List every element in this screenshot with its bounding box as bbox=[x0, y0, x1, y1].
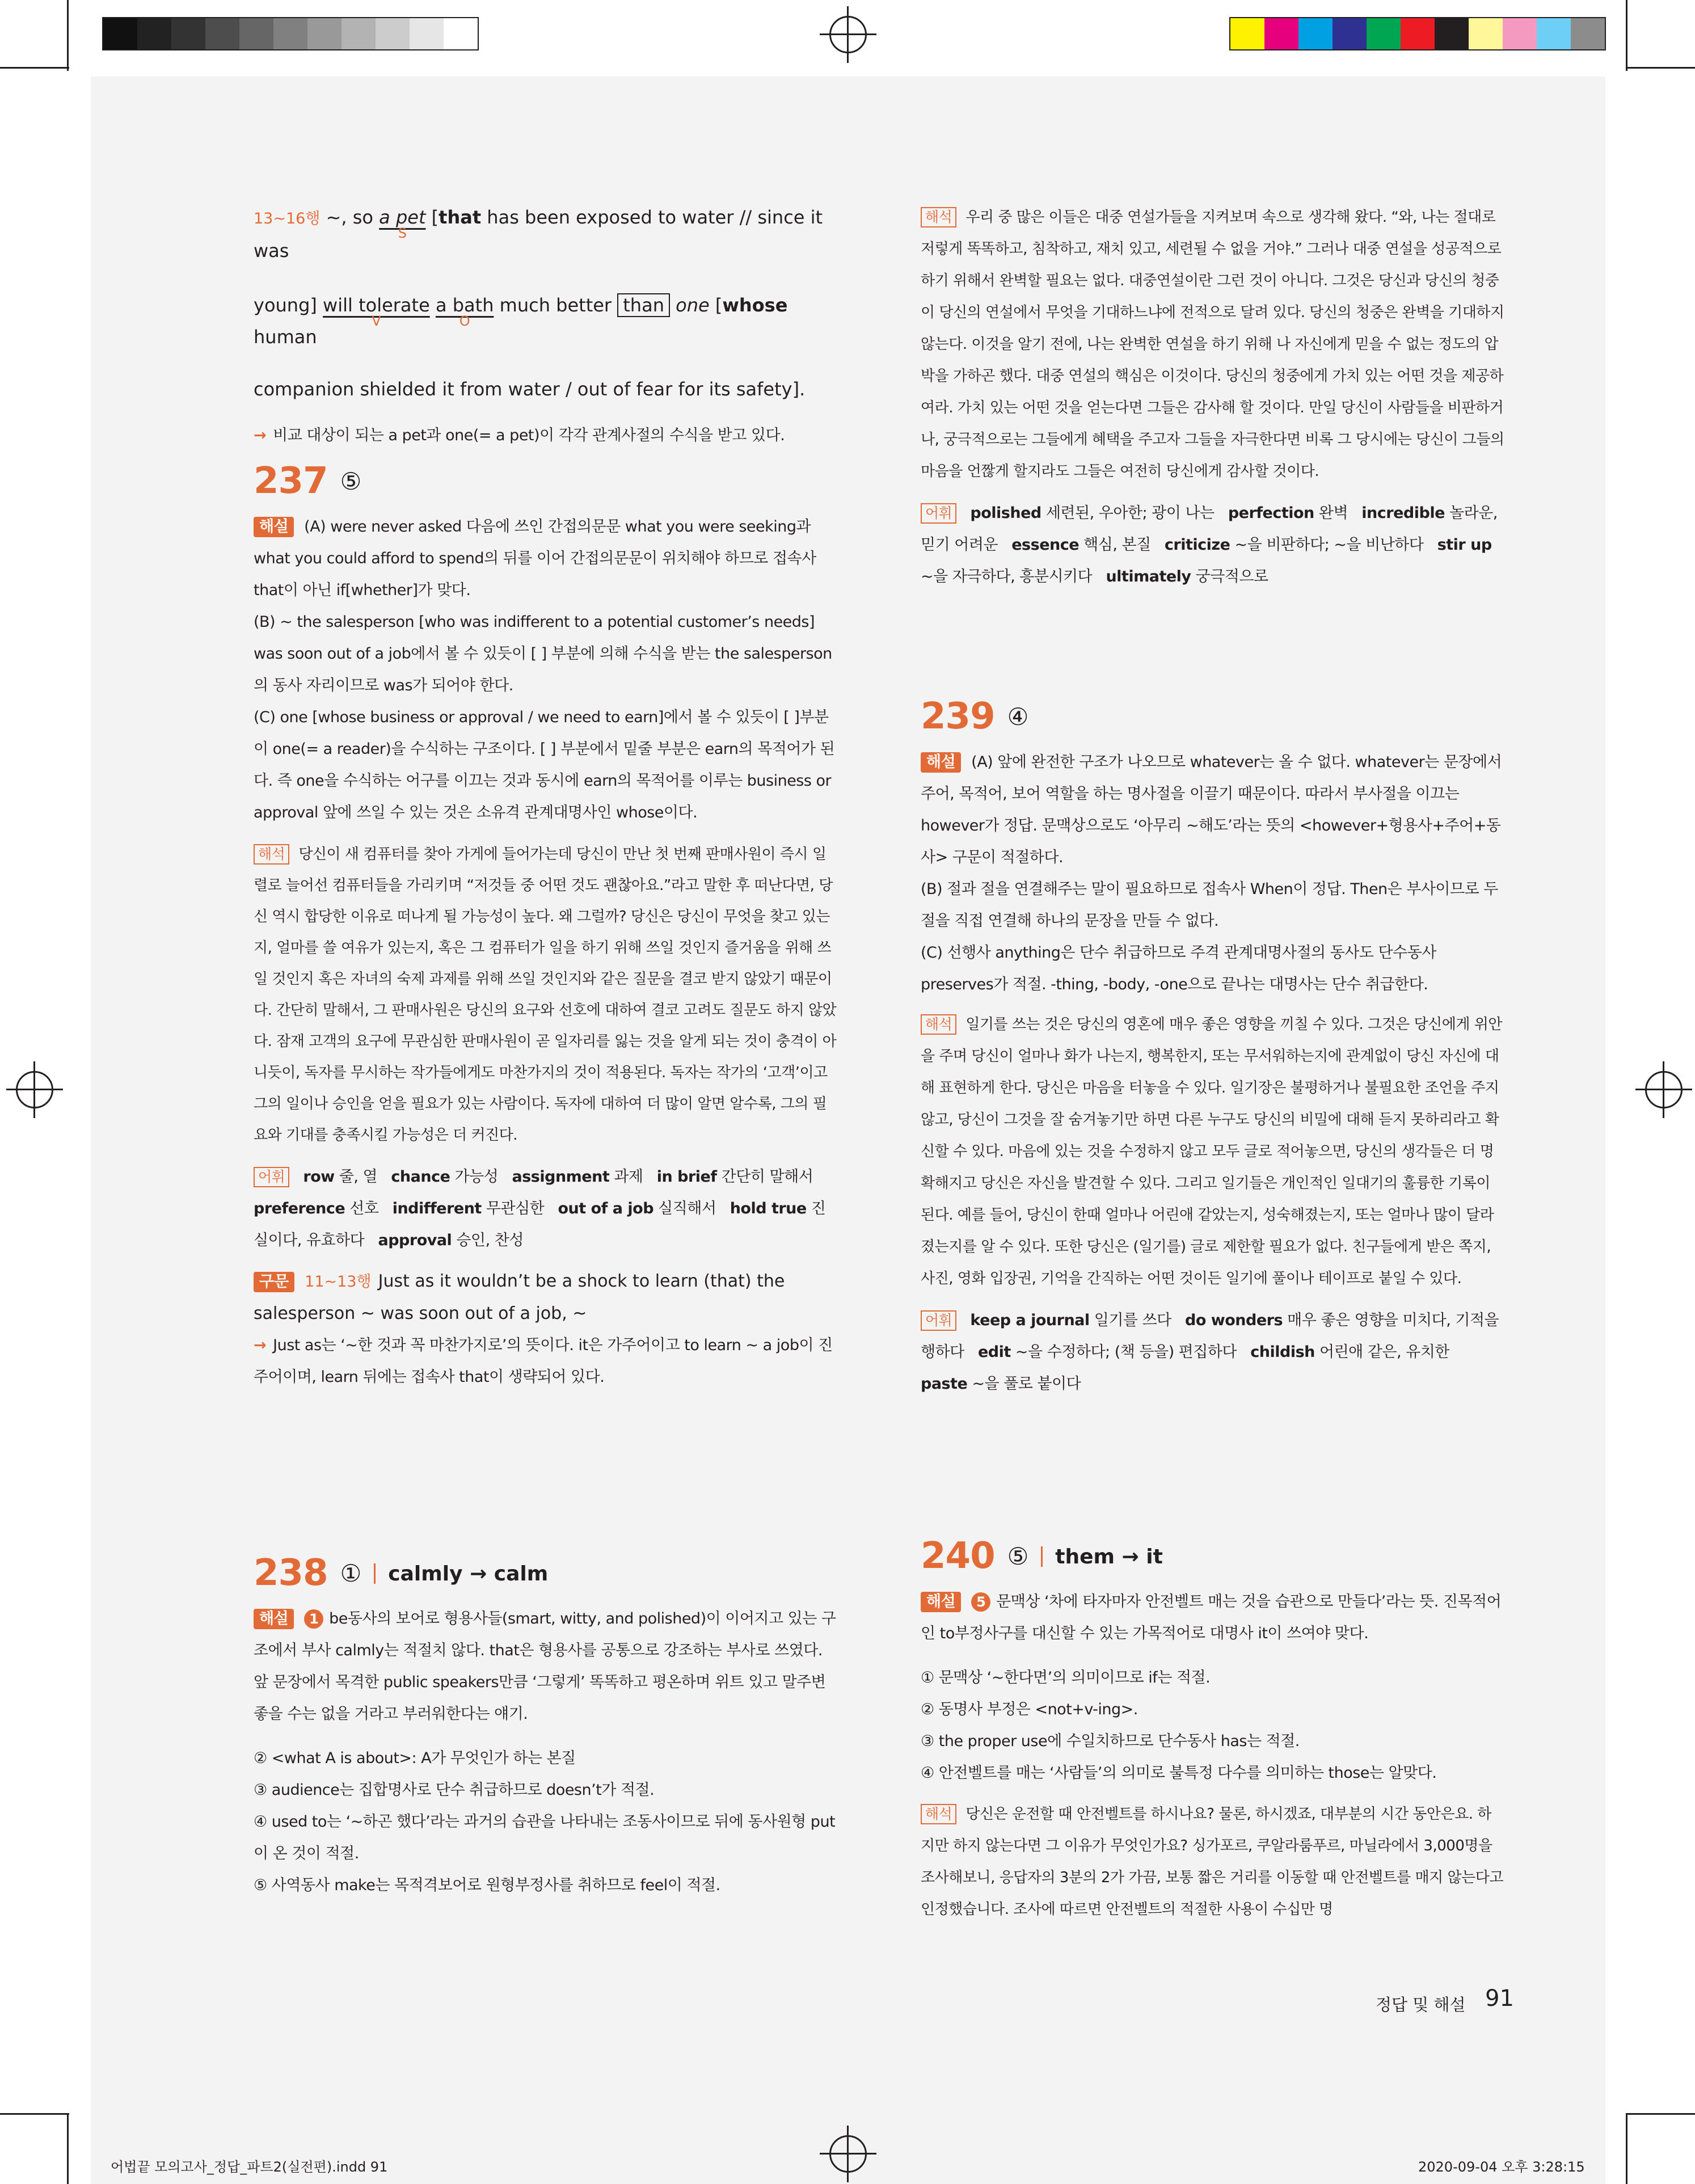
registration-mark-icon bbox=[829, 16, 867, 53]
explanation-text: (A) were never asked 다음에 쓰인 간접의문문 what you were seeking과 what you could afford to spend의 뒤를 이어 간접의문문이 위치해야 하므로 접속사 that이 아닌 if[whether]가 맞다. bbox=[254, 518, 816, 599]
vocab-meaning: 궁극적으로 bbox=[1195, 568, 1268, 585]
correction-text: them → it bbox=[1055, 1545, 1163, 1569]
choice-note: ① 문맥상 ‘~한다면’의 의미이므로 if는 적절. bbox=[921, 1669, 1211, 1687]
registration-mark-icon bbox=[16, 1071, 53, 1108]
crop-mark bbox=[1626, 2113, 1627, 2184]
vocab-meaning: 진실이다, 유효하다 bbox=[254, 1200, 826, 1249]
crop-mark bbox=[0, 2113, 69, 2115]
vocab-meaning: 놀라운, 믿기 어려운 bbox=[921, 504, 1498, 554]
vocab-word: row bbox=[303, 1168, 335, 1186]
vocab-meaning: 선호 bbox=[349, 1200, 379, 1217]
structure-note: Just as는 ‘~한 것과 꼭 마찬가지로’의 뜻이다. it은 가주어이고 to learn ~ a job이 진주어이며, learn 뒤에는 접속사 that이 생략되어 있다. bbox=[254, 1336, 833, 1386]
sentence-text: much better bbox=[494, 294, 618, 316]
vocab-word: perfection bbox=[1228, 504, 1314, 522]
vocab-word: indifferent bbox=[392, 1200, 482, 1217]
explanation-text: (C) one [whose business or approval / we need to earn]에서 볼 수 있듯이 [ ]부분이 one(= a reader)을 수식하는 구조이다. [ ] 부분에서 밑줄 부분은 earn의 목적어가 된다. 즉 one을 수식하는 어구를 이끄는 것과 동시에 earn의 목적어를 이루는 business or approval 앞에 쓰일 수 있는 것은 소유격 관계대명사인 whose이다. bbox=[254, 709, 835, 821]
vocab-meaning: 가능성 bbox=[454, 1168, 499, 1186]
vocab-meaning: 세련된, 우아한; 광이 나는 bbox=[1045, 504, 1215, 522]
vocab-tag: 어휘 bbox=[921, 1310, 956, 1331]
correction-text: calmly → calm bbox=[388, 1562, 549, 1586]
explanation-text: be동사의 보어로 형용사들(smart, witty, and polished)이 이어지고 있는 구조에서 부사 calmly는 적절치 않다. that은 형용사를 공통으로 강조하는 부사로 쓰였다. 앞 문장에서 목격한 public speakers만큼 ‘그렇게’ 똑똑하고 평온하며 위트 있고 말주변 좋을 수는 없을 거라고 부러워한다는 얘기. bbox=[254, 1610, 836, 1723]
line-reference: 13~16행 bbox=[254, 210, 321, 227]
choice-note: ③ the proper use에 수일치하므로 단수동사 has는 적절. bbox=[921, 1732, 1300, 1750]
vocab-word: stir up bbox=[1437, 536, 1492, 554]
grammar-note-text: 비교 대상이 되는 a pet과 one(= a pet)이 각각 관계사절의 수식을 받고 있다. bbox=[273, 427, 785, 444]
print-slug-file: 어법끝 모의고사_정답_파트2(실전편).indd 91 bbox=[111, 2159, 388, 2175]
explain-tag: 해설 bbox=[254, 517, 294, 537]
question-number: 237 bbox=[254, 460, 328, 502]
sentence-text: a pet bbox=[379, 206, 426, 228]
vocab-list bbox=[921, 1305, 1505, 1400]
vocab-word: assignment bbox=[512, 1168, 610, 1186]
question-header bbox=[921, 695, 1505, 739]
sentence-text bbox=[670, 294, 676, 316]
vocab-word: keep a journal bbox=[970, 1312, 1090, 1329]
vocab-meaning: 완벽 bbox=[1318, 504, 1348, 522]
vocab-meaning: 어린애 같은, 유치한 bbox=[1319, 1343, 1449, 1361]
vocab-meaning: ~을 비판하다; ~을 비난하다 bbox=[1234, 536, 1424, 554]
vocab-word: polished bbox=[970, 504, 1042, 522]
answer-mark: ⑤ bbox=[1007, 1542, 1029, 1570]
answer-mark: ① bbox=[340, 1559, 362, 1587]
answer-mark: ⑤ bbox=[340, 467, 362, 495]
explanation-text: (B) ~ the salesperson [who was indifferent to a potential customer’s needs] was soon out of a job에서 볼 수 있듯이 [ ] 부분에 의해 수식을 받는 the salesperson의 동사 자리이므로 was가 되어야 한다. bbox=[254, 613, 832, 694]
vocab-meaning: 매우 좋은 영향을 미치다, 기적을 행하다 bbox=[921, 1312, 1499, 1361]
sentence-text: companion shielded it from water / out of fear for its safety]. bbox=[254, 378, 806, 400]
explain-tag: 해설 bbox=[921, 752, 961, 773]
sentence-text: one bbox=[676, 294, 710, 316]
vocab-word: in brief bbox=[656, 1168, 717, 1186]
vocab-word: childish bbox=[1250, 1343, 1315, 1361]
crop-mark bbox=[0, 67, 69, 69]
crop-mark bbox=[67, 2113, 69, 2184]
object-label: O bbox=[459, 313, 470, 329]
vocab-word: paste bbox=[921, 1375, 968, 1393]
print-slug-date: 2020-09-04 오후 3:28:15 bbox=[1418, 2159, 1585, 2175]
sentence-text: [ bbox=[425, 206, 439, 228]
structure-sentence: Just as it wouldn’t be a shock to learn (that) the salesperson ~ was soon out of a job, ~ bbox=[254, 1271, 785, 1323]
question-240 bbox=[921, 1535, 1505, 1925]
choice-note: ③ audience는 집합명사로 단수 취급하므로 doesn’t가 적절. bbox=[254, 1781, 655, 1799]
vocab-word: essence bbox=[1011, 536, 1080, 554]
sentence-text: whose bbox=[722, 294, 788, 316]
vocab-word: out of a job bbox=[558, 1200, 654, 1217]
choice-note: ② 동명사 부정은 <not+v-ing>. bbox=[921, 1701, 1138, 1718]
vocab-word: hold true bbox=[730, 1200, 807, 1217]
sentence-text: that bbox=[438, 206, 482, 228]
question-238-continued bbox=[921, 201, 1505, 593]
choice-note: ② <what A is about>: A가 무엇인가 하는 본질 bbox=[254, 1749, 576, 1767]
vocab-list bbox=[254, 1161, 838, 1257]
object-marker bbox=[435, 289, 494, 329]
choice-note: ④ 안전벨트를 매는 ‘사람들’의 의미로 불특정 다수를 의미하는 those는 알맞다. bbox=[921, 1764, 1437, 1782]
vocab-word: preference bbox=[254, 1200, 345, 1217]
explanation-text: 문맥상 ‘차에 타자마자 안전벨트 매는 것을 습관으로 만들다’라는 뜻. 진목적어인 to부정사구를 대신할 수 있는 가목적어로 대명사 it이 쓰여야 맞다. bbox=[921, 1593, 1502, 1642]
crop-mark bbox=[1626, 67, 1695, 69]
question-number: 240 bbox=[921, 1535, 995, 1577]
question-237 bbox=[254, 460, 838, 1393]
subject-marker bbox=[379, 201, 426, 241]
vocab-word: approval bbox=[378, 1232, 452, 1249]
choice-note: ④ used to는 ‘~하곤 했다’라는 과거의 습관을 나타내는 조동사이므로 뒤에 동사원형 put이 온 것이 적절. bbox=[254, 1813, 836, 1862]
registration-mark-icon bbox=[829, 2135, 867, 2173]
translation-text: 당신이 새 컴퓨터를 찾아 가게에 들어가는데 당신이 만난 첫 번째 판매사원이 즉시 일렬로 늘어선 컴퓨터들을 가리키며 “저것들 중 어떤 것도 괜찮아요.”라고 말한 후 떠난다면, 당신 역시 합당한 이유로 떠나게 될 가능성이 높다. 왜 그럴까? 당신은 당신이 무엇을 찾고 있는지, 얼마를 쓸 여유가 있는지, 혹은 그 컴퓨터가 일을 하기 위해 쓰일 것인지 즐거움을 위해 쓰일 것인지 혹은 자녀의 숙제 과제를 위해 쓰일 것인지와 같은 질문을 결코 받지 않았기 때문이다. 간단히 말해서, 그 판매사원은 당신의 요구와 선호에 대하여 결코 고려도 질문도 하지 않았다. 잠재 고객의 요구에 무관심한 판매사원이 곧 일자리를 잃는 것을 알게 되는 것이 충격이 아니듯이, 독자를 무시하는 작가들에게도 마찬가지의 것이 적용된다. 독자는 작가의 ‘고객’이고 그의 일이나 승인을 얻을 필요가 있는 사람이다. 독자에 대하여 더 많이 알면 알수록, 그의 필요와 기대를 충족시킬 가능성은 더 커진다. bbox=[254, 846, 837, 1144]
vocab-meaning: ~을 수정하다; (책 등을) 편집하다 bbox=[1015, 1343, 1237, 1361]
registration-mark-icon bbox=[1645, 1071, 1683, 1108]
choice-number-badge: 1 bbox=[304, 1609, 323, 1629]
question-number: 239 bbox=[921, 695, 995, 737]
divider bbox=[1041, 1546, 1043, 1567]
explain-tag: 해설 bbox=[921, 1592, 961, 1612]
vocab-meaning: 줄, 열 bbox=[339, 1168, 378, 1186]
translation-text: 당신은 운전할 때 안전벨트를 하시나요? 물론, 하시겠죠, 대부분의 시간 동안은요. 하지만 하지 않는다면 그 이유가 무엇인가요? 싱가포르, 쿠알라룸푸르, 마닐라에서 3,000명을 조사해보니, 응답자의 3분의 2가 가끔, 보통 짧은 거리를 이동할 때 안전벨트를 매지 않는다고 인정했습니다. 조사에 따르면 안전벨트의 적절한 사용이 수십만 명 bbox=[921, 1806, 1503, 1918]
vocab-meaning: 무관심한 bbox=[486, 1200, 545, 1217]
vocab-meaning: 실직해서 bbox=[658, 1200, 716, 1217]
section-label: 정답 및 해설 bbox=[1376, 1995, 1466, 2014]
translation-tag: 해석 bbox=[921, 1804, 956, 1824]
vocab-tag: 어휘 bbox=[921, 503, 956, 524]
verb-marker bbox=[323, 289, 430, 329]
vocab-word: chance bbox=[391, 1168, 450, 1186]
crop-mark bbox=[1626, 2113, 1695, 2115]
vocab-meaning: 간단히 말해서 bbox=[721, 1168, 813, 1186]
line-reference: 11~13행 bbox=[305, 1273, 372, 1291]
sentence-text bbox=[430, 294, 436, 316]
translation-tag: 해석 bbox=[921, 1014, 956, 1035]
comparison-box: than bbox=[617, 293, 670, 317]
explanation-text: (B) 절과 절을 연결해주는 말이 필요하므로 접속사 When이 정답. Then은 부사이므로 두 절을 직접 연결해 하나의 문장을 만들 수 없다. bbox=[921, 880, 1498, 930]
vocab-meaning: ~을 자극하다, 흥분시키다 bbox=[921, 568, 1093, 585]
answer-mark: ④ bbox=[1007, 703, 1029, 731]
vocab-meaning: 과제 bbox=[614, 1168, 643, 1186]
subject-label: S bbox=[398, 225, 407, 241]
sentence-text: young] bbox=[254, 294, 323, 316]
explanation-text: (A) 앞에 완전한 구조가 나오므로 whatever는 올 수 없다. whatever는 문장에서 주어, 목적어, 보어 역할을 하는 명사절을 이끌기 때문이다. 따라서 부사절을 이끄는 however가 정답. 문맥상으로도 ‘아무리 ~해도’라는 뜻의 <however+형용사+주어+동사> 구문이 적절하다. bbox=[921, 753, 1502, 866]
choice-note: ⑤ 사역동사 make는 목적격보어로 원형부정사를 취하므로 feel이 적절. bbox=[254, 1877, 720, 1894]
explanation-text: (C) 선행사 anything은 단수 취급하므로 주격 관계대명사절의 동사도 단수동사 preserves가 적절. -thing, -body, -one으로 끝나는 대명사는 단수 취급한다. bbox=[921, 944, 1436, 993]
page-number: 91 bbox=[1485, 1985, 1514, 2012]
arrow-icon: → bbox=[254, 1336, 267, 1354]
translation-tag: 해석 bbox=[254, 844, 289, 865]
vocab-list bbox=[921, 497, 1505, 593]
vocab-word: edit bbox=[978, 1343, 1011, 1361]
vocab-tag: 어휘 bbox=[254, 1167, 289, 1187]
sentence-text: has been exposed to water // since it was bbox=[254, 206, 823, 262]
sentence-text: a bath bbox=[435, 294, 494, 316]
translation-tag: 해석 bbox=[921, 207, 956, 227]
crop-mark bbox=[67, 0, 69, 71]
vocab-word: incredible bbox=[1361, 504, 1445, 522]
gray-color-bar bbox=[102, 17, 479, 50]
sentence-text: [ bbox=[709, 294, 723, 316]
question-239 bbox=[921, 695, 1505, 1400]
vocab-meaning: 승인, 찬성 bbox=[456, 1232, 524, 1249]
sentence-text: ~, so bbox=[326, 206, 380, 228]
verb-label: V bbox=[372, 313, 381, 329]
question-header bbox=[921, 1535, 1505, 1578]
vocab-meaning: 핵심, 본질 bbox=[1083, 536, 1151, 554]
explain-tag: 해설 bbox=[254, 1609, 294, 1629]
translation-text: 일기를 쓰는 것은 당신의 영혼에 매우 좋은 영향을 끼칠 수 있다. 그것은 당신에게 위안을 주며 당신이 얼마나 화가 나는지, 행복한지, 또는 무서워하는지에 관계없이 당신 자신에 대해 표현하게 한다. 당신은 마음을 터놓을 수 있다. 일기장은 불평하거나 불필요한 조언을 주지 않고, 당신이 그것을 잘 숨겨놓기만 하면 다른 누구도 당신의 비밀에 대해 듣지 못하리라고 확신할 수 있다. 마음에 있는 것을 수정하지 않고 모두 글로 적어놓으면, 당신의 생각들은 더 명확해지고 당신은 자신을 발견할 수 있다. 그리고 일기들은 개인적인 일대기의 훌륭한 기록이 된다. 예를 들어, 당신이 한때 얼마나 어린애 같았는지, 성숙해졌는지, 또는 얼마나 많이 달라졌는지를 알 수 있다. 또한 당신은 (일기를) 글로 제한할 필요가 없다. 친구들에게 받은 쪽지, 사진, 영화 입장권, 기억을 간직하는 어떤 것이든 일기에 풀이나 테이프로 붙일 수 있다. bbox=[921, 1016, 1502, 1287]
vocab-meaning: ~을 풀로 붙이다 bbox=[972, 1375, 1081, 1393]
question-header bbox=[254, 460, 838, 503]
arrow-icon: → bbox=[254, 427, 267, 444]
vocab-word: ultimately bbox=[1106, 568, 1191, 585]
vocab-word: criticize bbox=[1164, 536, 1230, 554]
choice-number-badge: 5 bbox=[971, 1592, 990, 1612]
translation-text: 우리 중 많은 이들은 대중 연설가들을 지켜보며 속으로 생각해 왔다. “와, 나는 절대로 저렇게 똑똑하고, 침착하고, 재치 있고, 세련될 수 없을 거야.” 그러나 대중 연설을 성공적으로 하기 위해서 완벽할 필요는 없다. 대중연설이란 그런 것이 아니다. 그것은 당신과 당신의 청중이 당신의 연설에서 무엇을 기대하느냐에 전적으로 달려 있다. 당신의 청중은 완벽을 기대하지 않는다. 이것을 알기 전에, 나는 완벽한 연설을 하기 위해 나 자신에게 믿을 수 없는 정도의 압박을 가하곤 했다. 대중 연설의 핵심은 이것이다. 당신의 청중에게 가치 있는 어떤 것을 제공하여라. 가치 있는 어떤 것을 얻는다면 그들은 감사해 할 것이다. 만일 당신이 사람들을 비판하거나, 궁극적으로는 그들에게 혜택을 주고자 그들을 자극한다면 비록 그 당시에는 당신이 그들의 마음을 언짢게 할지라도 그들은 여전히 당신에게 감사할 것이다. bbox=[921, 209, 1504, 480]
cmyk-color-bar bbox=[1229, 17, 1606, 50]
divider bbox=[374, 1563, 376, 1584]
question-238 bbox=[254, 1552, 838, 1901]
sentence-text: will tolerate bbox=[323, 294, 430, 316]
sentence-text: human bbox=[254, 326, 317, 348]
crop-mark bbox=[1626, 0, 1627, 71]
structure-tag: 구문 bbox=[254, 1272, 294, 1292]
vocab-word: do wonders bbox=[1185, 1312, 1283, 1329]
question-number: 238 bbox=[254, 1552, 328, 1594]
question-header bbox=[254, 1552, 838, 1595]
grammar-note-block bbox=[254, 201, 838, 452]
vocab-meaning: 일기를 쓰다 bbox=[1094, 1312, 1171, 1329]
